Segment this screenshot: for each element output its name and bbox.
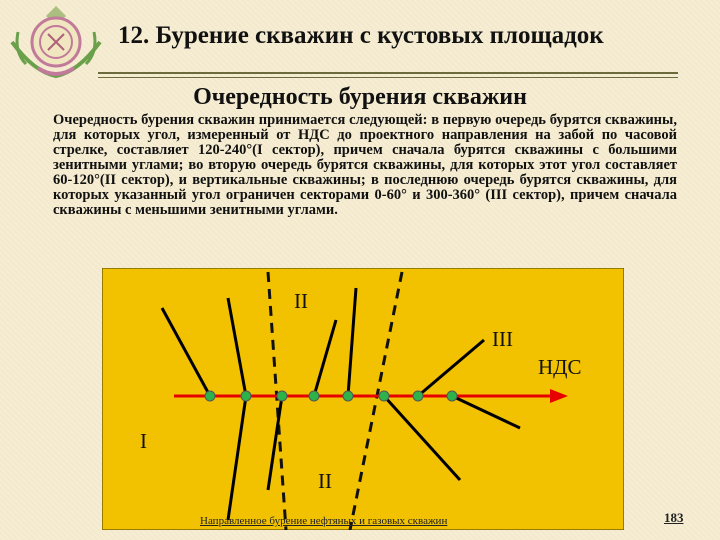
well-head — [241, 391, 251, 401]
well-head — [309, 391, 319, 401]
label-nds: НДС — [538, 355, 582, 379]
title-divider-thin — [98, 77, 678, 78]
well-head — [205, 391, 215, 401]
label-sector-ii-top: II — [294, 289, 308, 313]
page-number: 183 — [664, 510, 684, 525]
label-sector-ii-bottom: II — [318, 469, 332, 493]
well-head — [277, 391, 287, 401]
slide-subtitle: Очередность бурения скважин — [193, 84, 527, 110]
footer-course-name: Направленное бурение нефтяных и газовых скважин — [200, 515, 448, 527]
well-head — [447, 391, 457, 401]
well-sector-diagram — [102, 268, 624, 530]
title-divider — [98, 72, 678, 74]
diagram-background — [102, 268, 624, 530]
label-sector-i: I — [140, 429, 147, 453]
university-logo — [4, 2, 108, 80]
well-head — [343, 391, 353, 401]
slide-title: 12. Бурение скважин с кустовых площадок — [118, 22, 604, 49]
well-head — [413, 391, 423, 401]
well-head — [379, 391, 389, 401]
body-paragraph: Очередность бурения скважин принимается следующей: в первую очередь бурятся скважины, для которых угол, измеренный от НДС до проектного направления на забой по часовой стрелке, составляет 120-240°(I сектор), причем сначала бурятся скважины с большими зенитными углами; во вторую очередь бурятся скважины, для которых этот угол составляет 60-120°(II сектор), и вертикальные скважины; в последнюю очередь бурятся скважины, для которых указанный угол ограничен секторами 0-60° и 300-360° (III сектор), причем сначала скважины с меньшими зенитными углами. — [53, 112, 677, 218]
label-sector-iii: III — [492, 327, 513, 351]
